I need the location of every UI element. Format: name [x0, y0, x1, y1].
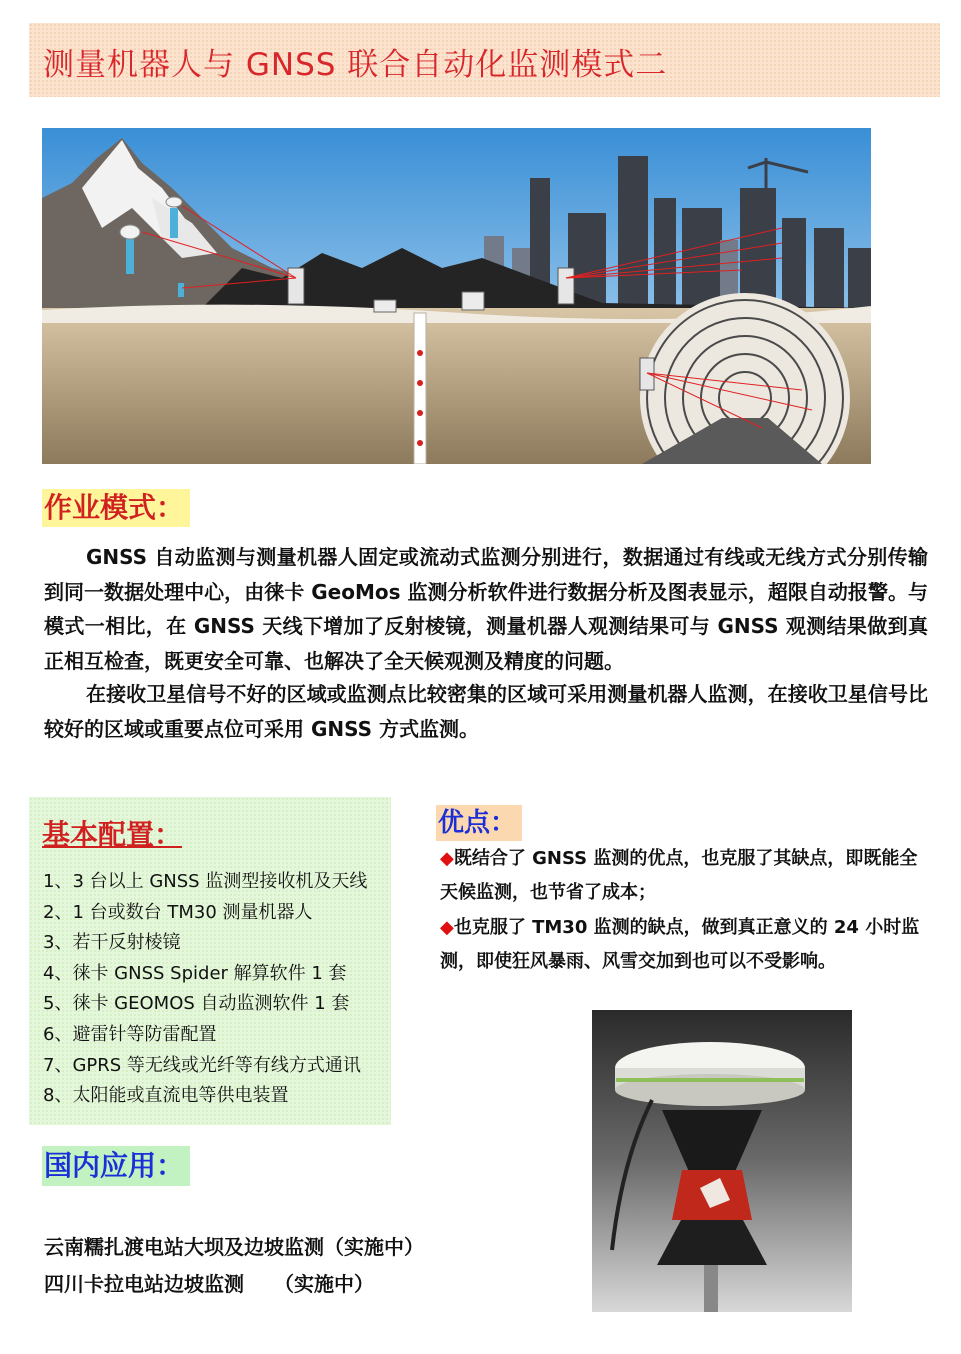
monitoring-scene-illustration [42, 128, 871, 464]
application-item: 四川卡拉电站边坡监测 （实施中） [44, 1272, 374, 1296]
advantage-point-1-text: 既结合了 GNSS 监测的优点，也克服了其缺点，即既能全天候监测，也节省了成本； [440, 848, 918, 903]
advantage-point-2-text: 也克服了 TM30 监测的缺点，做到真正意义的 24 小时监测，即使狂风暴雨、风雪交加到也可以不受影响。 [440, 917, 920, 972]
heading-basic-config: 基本配置： [42, 818, 183, 851]
list-item: 8、太阳能或直流电等供电装置 [43, 1085, 289, 1107]
heading-work-mode: 作业模式： [42, 489, 190, 527]
mode-paragraph-2-text: 在接收卫星信号不好的区域或监测点比较密集的区域可采用测量机器人监测，在接收卫星信号比较好的区域或重要点位可采用 GNSS 方式监测。 [44, 682, 928, 741]
list-item: 4、徕卡 GNSS Spider 解算软件 1 套 [43, 962, 347, 984]
bullet-diamond-icon: ◆ [440, 848, 454, 869]
list-item: 1、3 台以上 GNSS 监测型接收机及天线 [43, 871, 368, 892]
list-item: 7、GPRS 等无线或光纤等有线方式通讯 [43, 1054, 361, 1076]
list-item: 3、若干反射棱镜 [43, 932, 181, 954]
basic-config-panel [29, 797, 391, 1125]
page-title: 测量机器人与 GNSS 联合自动化监测模式二 [43, 47, 668, 83]
mode-paragraph-1-text: GNSS 自动监测与测量机器人固定或流动式监测分别进行，数据通过有线或无线方式分别传输到同一数据处理中心，由徕卡 GeoMos 监测分析软件进行数据分析及图表显示，超限自动报警。与模式一相比，在 GNSS 天线下增加了反射棱镜，测量机器人观测结果可与 GNSS 观测结果做到真正相互检查，既更安全可靠、也解决了全天候观测及精度的问题。 [44, 545, 928, 673]
heading-advantages: 优点： [436, 805, 522, 841]
mode-paragraph-2 [44, 677, 928, 746]
list-item: 5、徕卡 GEOMOS 自动监测软件 1 套 [43, 993, 350, 1015]
gnss-antenna-prism-photo [592, 1010, 852, 1312]
mode-paragraph-1 [44, 540, 928, 678]
bullet-diamond-icon: ◆ [440, 917, 454, 938]
list-item: 2、1 台或数台 TM30 测量机器人 [43, 901, 313, 923]
advantage-point-2 [440, 911, 930, 979]
heading-domestic-applications: 国内应用： [42, 1146, 190, 1186]
list-item: 6、避雷针等防雷配置 [43, 1023, 217, 1045]
application-item: 云南糯扎渡电站大坝及边坡监测（实施中） [44, 1235, 424, 1259]
advantage-point-1 [440, 842, 930, 910]
title-banner [29, 23, 940, 97]
config-list [43, 867, 367, 1112]
